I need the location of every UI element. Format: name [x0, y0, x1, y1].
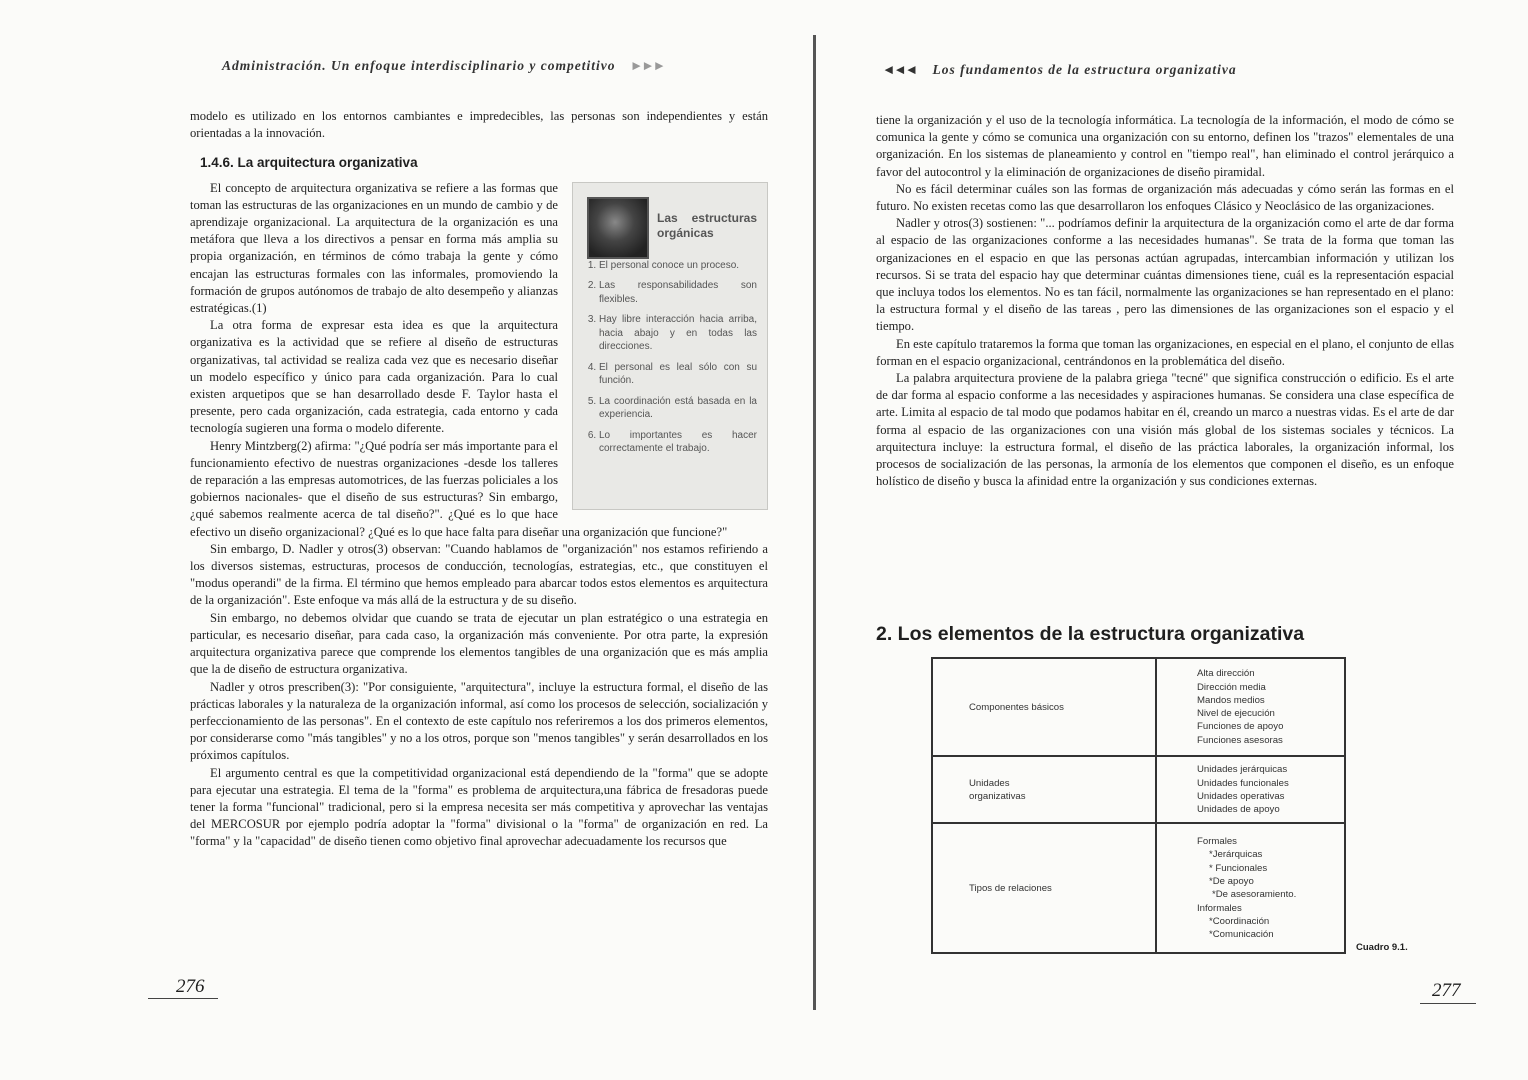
paragraph: La otra forma de expresar esta idea es que la arquitectura organizativa es la actividad que se refiere al diseño de estructuras organizativas, tal actividad se realiza cada vez que es necesario diseñar un modelo específico y único para cada organización. Para lo cual existen arquetipos que se han desarrollado desde F. Taylor hasta el presente, pero cada organización, cada estrategia, cada entorno y cada tecnología sugieren una forma o modelo diferente.: [190, 318, 558, 436]
book-spine: [813, 35, 816, 1010]
row-label: Tipos de relaciones: [932, 823, 1156, 953]
page-number-right: 277: [1432, 980, 1461, 1001]
item: Funciones asesoras: [1197, 734, 1283, 746]
sidebar-box: [572, 182, 768, 510]
running-head-text: Los fundamentos de la estructura organizativa: [932, 62, 1237, 77]
table-caption: Cuadro 9.1.: [1356, 942, 1408, 953]
chapter-heading: 2. Los elementos de la estructura organizativa: [876, 623, 1305, 645]
item: *De apoyo: [1209, 875, 1254, 887]
intro-paragraph: modelo es utilizado en los entornos cambiantes e impredecibles, las personas son independientes y están orientadas a la innovación.: [190, 109, 768, 141]
row-items: [1156, 658, 1345, 756]
paragraph: El argumento central es que la competitividad organizacional está dependiendo de la "forma" que se adopte para ejecutar una estrategia. El tema de la "forma" es problema de arquitectura,una fábrica de fresadoras puede tener la forma "funcional" tradicional, pero si la empresa necesita ser más competitiva y aprovechar las ventajas del MERCOSUR por ejemplo podría adoptar la "forma" divisional o la "forma" de organización en red. La "forma" y la "capacidad" de diseño tienen como objetivo final aprovechar adecuadamente los recursos que: [190, 765, 768, 849]
table-row: [932, 658, 1345, 756]
paragraph: No es fácil determinar cuáles son las formas de organización más adecuadas y cómo serán las formas en el futuro. No existen recetas como las que desarrollaron los enfoques Clásico y Neoclásico de las organizaciones.: [876, 181, 1454, 214]
item: Unidades de apoyo: [1197, 804, 1280, 816]
item: *Comunicación: [1209, 929, 1274, 941]
row-label: Componentes básicos: [932, 658, 1156, 756]
paragraph: El concepto de arquitectura organizativa se refiere a las formas que toman las estructuras de las organizaciones en un mundo de cambio y de aprendizaje organizacional. La arquitectura de la organización es una metáfora que lleva a los directivos a pensar en forma más amplia su propia organización, en términos de cómo trabaja la gente y cómo encajan las estructuras formales con las informales, promoviendo la formación de grupos autónomos de trabajo de alto desempeño y alianzas estratégicas.(1): [190, 180, 558, 316]
row-label: [932, 756, 1156, 823]
item: Unidades jerárquicas: [1197, 764, 1288, 776]
paragraph: En este capítulo trataremos la forma que toman las organizaciones, en especial en el plano, el conjunto de ellas forman en el espacio organizacional, centrándonos en la problemática del diseño.: [876, 336, 1454, 368]
table-row: [932, 756, 1345, 823]
item: Nivel de ejecución: [1197, 708, 1275, 720]
sidebar-item: 6. Lo importantes es hacer correctamente el trabajo.: [599, 429, 757, 456]
sidebar-item: 5. La coordinación está basada en la experiencia.: [599, 395, 757, 422]
paragraph: Sin embargo, no debemos olvidar que cuando se trata de ejecutar un plan estratégico o una estrategia en particular, es necesario diseñar, para cada caso, la organización más conveniente. Por otra parte, la expresión arquitectura organizativa parece que comprende los elementos tangibles de una organización que es más amplia que la de diseño de estructura organizativa.: [190, 610, 768, 677]
paragraph: Sin embargo, D. Nadler y otros(3) observan: "Cuando hablamos de "organización" nos estamos refiriendo a los diversos sistemas, estructuras, procesos de conducción, tecnologías, estrategias, etc., que constituyen el "modus operandi" de la firma. El término que hemos empleado para abarcar todos estos elementos es arquitectura de la organización". Este enfoque va más allá de la estructura y de su diseño.: [190, 541, 768, 608]
folio-rule: [148, 998, 218, 999]
folio-rule: [1420, 1003, 1476, 1004]
item: Mandos medios: [1197, 694, 1265, 706]
structure-elements-table: [931, 657, 1346, 954]
paragraph: Nadler y otros(3) sostienen: "... podríamos definir la arquitectura de la organización como el arte de dar forma al espacio de las organizaciones conforme a las necesidades humanas". Se trata de la forma que toman las organizaciones en el espacio en que las personas actúan agrupadas, intercambian información y utilizan los recursos. Si se trata del espacio hay que determinar cuántas dimensiones tiene, cuál es la representación espacial que incluya todos los elementos. No es tan fácil, normalmente las organizaciones se han representado en el plano: la estructura formal y el diseño de las tareas , pero las dimensiones de las organizaciones son el espacio y el tiempo.: [876, 216, 1454, 334]
item: *Coordinación: [1209, 915, 1270, 927]
sidebar-item: 2. Las responsabilidades son flexibles.: [599, 279, 757, 306]
item: * Funcionales: [1209, 862, 1268, 874]
sidebar-title: Las estructuras orgánicas: [657, 210, 757, 240]
item: Unidades operativas: [1197, 790, 1285, 802]
left-text-column: [190, 108, 768, 851]
page-number-left: 276: [176, 976, 205, 997]
paragraph: La palabra arquitectura proviene de la palabra griega "tecné" que significa construcción o edificio. Es el arte de dar forma al espacio conforme a las necesidades y aspiraciones humanas. Se considera una clase específica de arte. Limita al espacio de tal modo que podamos habitar en él, creando un marco a nuestras vidas. Es el arte de dar forma al espacio de las organizaciones con una visión más global de los sistemas sociales y técnicos. La arquitectura incluye: la estructura formal, el diseño de las práctica laborales, la organización informal, los procesos de socialización de las personas, la armonía de los elementos que componen el diseño, es un enfoque holístico de diseño y busca la afinidad entre la organización y sus condiciones externas.: [876, 371, 1454, 489]
running-head-text: Administración. Un enfoque interdisciplinario y competitivo: [222, 58, 616, 73]
running-head-left: [222, 58, 664, 74]
row-label-text: Unidades organizativas: [969, 777, 1026, 802]
item: *De asesoramiento.: [1212, 889, 1297, 901]
item: Funciones de apoyo: [1197, 721, 1284, 733]
arrows-left-icon: ◄◄◄: [882, 62, 917, 77]
sidebar-item: 3. Hay libre interacción hacia arriba, hacia abajo y en todas las direcciones.: [599, 313, 757, 354]
item: Unidades funcionales: [1197, 777, 1289, 789]
item: Informales: [1197, 902, 1242, 914]
paragraph: Henry Mintzberg(2) afirma: "¿Qué podría ser más importante para el funcionamiento efectivo de nuestras organizaciones -desde los talleres de reparación a las empresas automotrices, de las fuerzas policiales a los gobiernos nacionales- que el diseño de sus estructuras? Sin embargo, ¿qué sabemos realmente acerca de tal diseño?". ¿Qué es lo que hace efectivo un diseño organizacional? ¿Qué es lo que hace falta para diseñar una organización que funcione?": [190, 438, 728, 539]
running-head-right: [882, 62, 1237, 78]
item: Dirección media: [1197, 681, 1266, 693]
item: *Jerárquicas: [1209, 849, 1263, 861]
sidebar-item: 4. El personal es leal sólo con su función.: [599, 361, 757, 388]
sidebar-list: [587, 259, 757, 456]
sidebar-photo: [587, 197, 649, 259]
item: Alta dirección: [1197, 668, 1255, 680]
arrows-right-icon: ►►►: [629, 58, 664, 73]
sidebar-item: 1. El personal conoce un proceso.: [599, 259, 757, 273]
table-row: [932, 823, 1345, 953]
section-heading: 1.4.6. La arquitectura organizativa: [200, 155, 418, 171]
row-items: [1156, 823, 1345, 953]
paragraph: Nadler y otros prescriben(3): "Por consiguiente, "arquitectura", incluye la estructura formal, el diseño de las prácticas laborales y la naturaleza de la organización informal, así como los procesos de selección, socialización y perfeccionamiento de las personas". En el contexto de este capítulo nos referiremos a los dos primeros elementos, por considerarse como "más tangibles" y no a los otros, porque son "menos tangibles" y serán desarrollados en los próximos capítulos.: [190, 679, 768, 763]
row-items: [1156, 756, 1345, 823]
item: Formales: [1197, 836, 1237, 848]
right-text-column: [876, 112, 1454, 490]
paragraph: tiene la organización y el uso de la tecnología informática. La tecnología de la información, el modo de cómo se comunica la gente y cómo se comunica una organización con su entorno, definen los "trazos" elementales de una organización. En los sistemas de planeamiento y control en "tiempo real", han eliminado el control jerárquico a favor del autocontrol y la eliminación de organizaciones de diseño piramidal.: [876, 113, 1454, 179]
